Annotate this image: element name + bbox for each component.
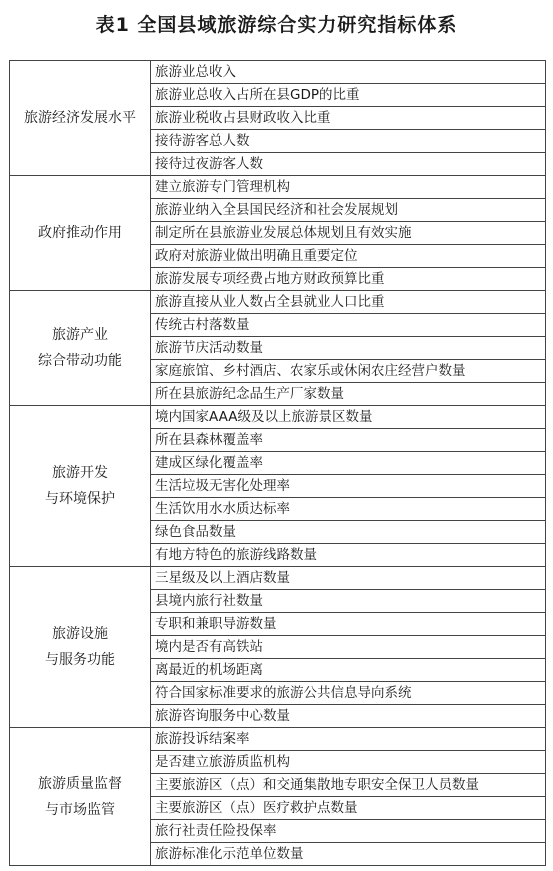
indicator-table-body	[10, 61, 546, 866]
table-title: 表1 全国县域旅游综合实力研究指标体系	[95, 14, 458, 36]
category-cell	[10, 291, 151, 406]
indicator-cell: 旅游节庆活动数量	[151, 337, 546, 360]
indicator-cell: 旅游咨询服务中心数量	[151, 705, 546, 728]
table-row	[10, 567, 546, 590]
table-row	[10, 728, 546, 751]
indicator-cell: 生活饮用水水质达标率	[151, 498, 546, 521]
category-label: 旅游质量监督	[38, 775, 122, 792]
category-label: 与市场监管	[45, 801, 115, 818]
category-label: 旅游经济发展水平	[24, 110, 136, 126]
indicator-cell: 境内国家AAA级及以上旅游景区数量	[151, 406, 546, 429]
indicator-cell: 境内是否有高铁站	[151, 636, 546, 659]
indicator-cell: 旅游业纳入全县国民经济和社会发展规划	[151, 199, 546, 222]
table-row	[10, 176, 546, 199]
indicator-cell: 所在县森林覆盖率	[151, 429, 546, 452]
indicator-cell: 家庭旅馆、乡村酒店、农家乐或休闲农庄经营户数量	[151, 360, 546, 383]
indicator-cell: 政府对旅游业做出明确且重要定位	[151, 245, 546, 268]
indicator-cell: 是否建立旅游质监机构	[151, 751, 546, 774]
indicator-cell: 接待过夜游客人数	[151, 153, 546, 176]
category-label: 与环境保护	[45, 491, 115, 507]
indicator-cell: 符合国家标准要求的旅游公共信息导向系统	[151, 682, 546, 705]
indicator-cell: 专职和兼职导游数量	[151, 613, 546, 636]
table-row	[10, 406, 546, 429]
category-cell	[10, 728, 151, 866]
indicator-cell: 旅游业总收入	[151, 61, 546, 84]
indicator-cell: 旅游业税收占县财政收入比重	[151, 107, 546, 130]
category-cell	[10, 61, 151, 176]
indicator-cell: 传统古村落数量	[151, 314, 546, 337]
indicator-cell: 旅游投诉结案率	[151, 728, 546, 751]
indicator-cell: 三星级及以上酒店数量	[151, 567, 546, 590]
category-cell	[10, 406, 151, 567]
category-label: 政府推动作用	[38, 225, 122, 241]
indicator-cell: 生活垃圾无害化处理率	[151, 475, 546, 498]
indicator-cell: 建立旅游专门管理机构	[151, 176, 546, 199]
indicator-cell: 建成区绿化覆盖率	[151, 452, 546, 475]
category-label: 综合带动功能	[38, 353, 122, 369]
indicator-table	[9, 60, 546, 866]
indicator-cell: 主要旅游区（点）和交通集散地专职安全保卫人员数量	[151, 774, 546, 797]
category-cell	[10, 176, 151, 291]
indicator-cell: 旅游标准化示范单位数量	[151, 843, 546, 866]
indicator-cell: 主要旅游区（点）医疗救护点数量	[151, 797, 546, 820]
category-cell	[10, 567, 151, 728]
indicator-cell: 县境内旅行社数量	[151, 590, 546, 613]
indicator-cell: 旅游业总收入占所在县GDP的比重	[151, 84, 546, 107]
table-row	[10, 291, 546, 314]
indicator-cell: 接待游客总人数	[151, 130, 546, 153]
indicator-cell: 离最近的机场距离	[151, 659, 546, 682]
indicator-cell: 所在县旅游纪念品生产厂家数量	[151, 383, 546, 406]
category-label: 与服务功能	[45, 652, 115, 668]
indicator-cell: 旅游直接从业人数占全县就业人口比重	[151, 291, 546, 314]
category-label: 旅游设施	[52, 626, 108, 642]
category-label: 旅游开发	[52, 465, 108, 481]
indicator-cell: 旅游发展专项经费占地方财政预算比重	[151, 268, 546, 291]
indicator-cell: 绿色食品数量	[151, 521, 546, 544]
indicator-cell: 旅行社责任险投保率	[151, 820, 546, 843]
indicator-cell: 制定所在县旅游业发展总体规划且有效实施	[151, 222, 546, 245]
table-row	[10, 61, 546, 84]
category-label: 旅游产业	[52, 327, 108, 343]
indicator-cell: 有地方特色的旅游线路数量	[151, 544, 546, 567]
